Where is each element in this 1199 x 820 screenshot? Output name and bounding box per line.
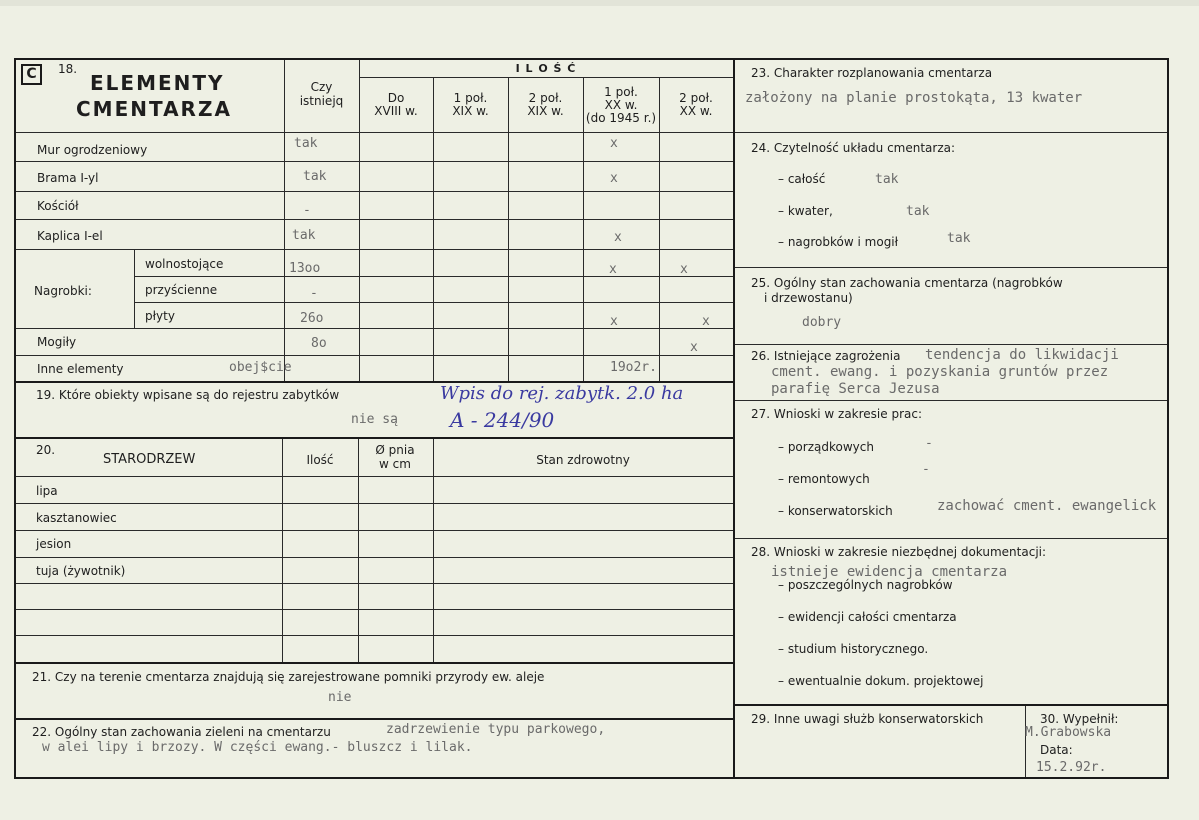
- s18-exists-0: tak: [294, 136, 318, 151]
- s22-label: 22. Ogólny stan zachowania zieleni na cmentarzu: [32, 725, 331, 739]
- s20-row-line-5: [16, 609, 733, 610]
- s18-period-1: [359, 92, 433, 118]
- frame-bottom: [14, 777, 1169, 779]
- s18-exists-8: obej$cie: [229, 360, 292, 375]
- s18-col-exists: [284, 80, 359, 108]
- s20-tree-1: kasztanowiec: [36, 511, 117, 525]
- s23-typed: założony na planie prostokąta, 13 kwater: [745, 90, 1083, 106]
- s24-item-1-typed: tak: [906, 204, 930, 219]
- section-letter: C: [26, 66, 37, 82]
- s19-handwritten-line2: A - 244/90: [450, 408, 555, 432]
- s26-bottom: [735, 400, 1167, 401]
- s21-bottom: [16, 718, 733, 720]
- s20-tree-0: lipa: [36, 484, 58, 498]
- s18-row-label-0: Mur ogrodzeniowy: [37, 143, 148, 157]
- s18-col-ilosc: I L O Ś Ć: [515, 62, 577, 75]
- s21-label: 21. Czy na terenie cmentarza znajdują się zarejestrowane pomniki przyrody ew. aleje: [32, 670, 545, 684]
- s20-tree-3: tuja (żywotnik): [36, 564, 126, 578]
- s18-mark-0-3: x: [610, 136, 618, 151]
- s18-row-label-7: Mogiły: [37, 335, 77, 349]
- s18-row-label-6: płyty: [145, 309, 175, 323]
- s30-date-label: Data:: [1040, 743, 1073, 757]
- s22-typed-line2: w alei lipy i brzozy. W części ewang.- bluszcz i lilak.: [42, 740, 473, 755]
- s18-title-line2: CMENTARZA: [76, 97, 232, 121]
- s18-period-4-a: 1 poł.: [604, 85, 638, 99]
- s30-typed-name: M.Grabowska: [1025, 725, 1112, 740]
- s27-item-2: – konserwatorskich: [778, 504, 893, 518]
- s20-header-bottom: [16, 476, 733, 477]
- s26-typed-line1: tendencja do likwidacji: [925, 347, 1119, 363]
- s18-mark-1-3: x: [610, 171, 618, 186]
- s29-label: 29. Inne uwagi służb konserwatorskich: [751, 712, 984, 726]
- s18-period-1-b: XVIII w.: [374, 104, 418, 118]
- s18-exists-4: 13oo: [289, 261, 321, 276]
- s19-bottom: [16, 437, 733, 439]
- s18-row-line-1: [16, 161, 733, 162]
- frame-left: [14, 58, 16, 779]
- s18-mark-3-3: x: [614, 230, 622, 245]
- s19-label: 19. Które obiekty wpisane są do rejestru zabytków: [36, 388, 340, 402]
- s18-nagrobki-divider: [134, 249, 135, 328]
- s20-col-line-qty: [282, 439, 283, 663]
- s24-item-0: – całość: [778, 172, 826, 186]
- s27-item-1: – remontowych: [778, 472, 870, 486]
- s27-label: 27. Wnioski w zakresie prac:: [751, 407, 923, 421]
- s26-label: 26. Istniejące zagrożenia: [751, 349, 901, 363]
- s20-row-line-1: [16, 503, 733, 504]
- s20-row-line-4: [16, 583, 733, 584]
- s18-row-line-6: [134, 302, 733, 303]
- s18-row-label-5: przyścienne: [145, 283, 218, 297]
- frame-right: [1167, 58, 1169, 779]
- s18-period-4-c: (do 1945 r.): [585, 111, 657, 125]
- s20-col-diam-line1: Ø pnia: [375, 443, 415, 457]
- s18-period-2-a: 1 poł.: [453, 91, 488, 105]
- s18-period-3-b: XIX w.: [527, 104, 564, 118]
- s22-typed-line1: zadrzewienie typu parkowego,: [386, 722, 606, 737]
- card-top-edge: [0, 0, 1199, 6]
- s28-bottom: [735, 704, 1167, 706]
- s20-col-line-diam: [358, 439, 359, 663]
- s18-col-line-p5: [659, 77, 660, 382]
- s24-label: 24. Czytelność układu cmentarza:: [751, 141, 956, 155]
- s18-exists-2: -: [303, 203, 311, 218]
- s18-mark-8-3: 19o2r.: [610, 360, 657, 375]
- s20-number: 20.: [36, 443, 56, 457]
- s28-item-0: – poszczególnych nagrobków: [778, 578, 953, 592]
- s20-col-line-health: [433, 439, 434, 663]
- s18-period-5-b: XX w.: [679, 104, 713, 118]
- s20-col-diam-line2: w cm: [379, 457, 411, 471]
- s18-mark-6-3: x: [610, 314, 618, 329]
- s18-row-line-5: [134, 276, 733, 277]
- s18-period-2-b: XIX w.: [452, 104, 489, 118]
- s24-item-2-typed: tak: [947, 231, 971, 246]
- s18-mark-6-4: x: [702, 314, 710, 329]
- s18-row-line-7: [16, 328, 733, 329]
- s18-exists-3: tak: [292, 228, 316, 243]
- s27-item-0: – porządkowych: [778, 440, 874, 454]
- s20-tree-2: jesion: [36, 537, 72, 551]
- s25-label-line1: 25. Ogólny stan zachowania cmentarza (nagrobków: [751, 276, 1063, 290]
- s18-row-line-2: [16, 191, 733, 192]
- s21-typed: nie: [328, 690, 352, 705]
- s19-typed: nie są: [351, 412, 398, 427]
- s27-item-2-typed: zachować cment. ewangelick: [937, 498, 1157, 514]
- s29-s30-divider: [1025, 706, 1026, 777]
- s18-row-label-2: Kościół: [37, 199, 79, 213]
- s18-exists-6: 26o: [300, 311, 324, 326]
- s28-item-1: – ewidencji całości cmentarza: [778, 610, 957, 624]
- s18-number: 18.: [58, 62, 78, 76]
- s28-label: 28. Wnioski w zakresie niezbędnej dokumentacji:: [751, 545, 1047, 559]
- s18-period-5: [659, 92, 733, 118]
- s18-period-2: [433, 92, 508, 118]
- s28-item-2: – studium historycznego.: [778, 642, 929, 656]
- column-divider: [733, 58, 735, 779]
- s20-row-line-2: [16, 530, 733, 531]
- s18-row-line-3: [16, 219, 733, 220]
- s23-bottom: [735, 132, 1167, 133]
- s20-col-qty: Ilość: [306, 453, 334, 467]
- s18-period-3: [508, 92, 583, 118]
- s18-ilosc-underline: [359, 77, 733, 78]
- s18-row-line-0: [16, 132, 733, 133]
- s28-typed: istnieje ewidencja cmentarza: [771, 564, 1008, 580]
- s27-item-0-typed: -: [925, 436, 933, 451]
- s18-exists-7: 8o: [311, 336, 327, 351]
- s20-bottom: [16, 662, 733, 664]
- s18-period-1-a: Do: [387, 91, 405, 105]
- s25-label-line2: i drzewostanu): [764, 291, 853, 305]
- s27-item-1-typed: -: [922, 462, 930, 477]
- s24-item-0-typed: tak: [875, 172, 899, 187]
- s18-mark-4-4: x: [680, 262, 688, 277]
- s18-col-exists-line1: Czy: [310, 80, 333, 94]
- s28-item-3: – ewentualnie dokum. projektowej: [778, 674, 984, 688]
- s30-typed-date: 15.2.92r.: [1036, 760, 1107, 775]
- s18-title-line1: ELEMENTY: [90, 71, 225, 95]
- s20-row-line-3: [16, 557, 733, 558]
- s18-exists-1: tak: [303, 169, 327, 184]
- s18-col-line-p3: [508, 77, 509, 382]
- s20-col-health: Stan zdrowotny: [536, 453, 630, 467]
- s18-period-3-a: 2 poł.: [528, 91, 563, 105]
- s30-label: 30. Wypełnił:: [1040, 712, 1119, 726]
- s18-row-label-3: Kaplica I-el: [37, 229, 103, 243]
- s20-col-diam: [358, 443, 432, 471]
- s20-title: STARODRZEW: [103, 452, 196, 467]
- s18-exists-5: -: [310, 286, 318, 301]
- s18-mark-4-3: x: [609, 262, 617, 277]
- s18-period-5-a: 2 poł.: [679, 91, 713, 105]
- s18-col-line-exists: [284, 60, 285, 382]
- section-letter-box: [21, 64, 42, 85]
- s18-row-label-1: Brama I-yl: [37, 171, 99, 185]
- s18-nagrobki-label: Nagrobki:: [34, 284, 92, 298]
- s24-item-2: – nagrobków i mogił: [778, 235, 899, 249]
- s24-item-1: – kwater,: [778, 204, 833, 218]
- s18-row-line-8: [16, 355, 733, 356]
- frame-top: [14, 58, 1169, 60]
- s25-typed: dobry: [802, 315, 842, 330]
- s23-label: 23. Charakter rozplanowania cmentarza: [751, 66, 993, 80]
- s26-typed-line2: cment. ewang. i pozyskania gruntów przez: [771, 364, 1109, 380]
- s24-bottom: [735, 267, 1167, 268]
- s18-col-exists-line2: istniejq: [299, 94, 344, 108]
- s18-period-4: [583, 86, 659, 125]
- s18-mark-7-4: x: [690, 340, 698, 355]
- s18-row-label-8: Inne elementy: [37, 362, 124, 376]
- s18-row-label-4: wolnostojące: [145, 257, 224, 271]
- s18-col-line-p2: [433, 77, 434, 382]
- s27-bottom: [735, 538, 1167, 539]
- s18-row-line-4: [16, 249, 733, 250]
- s26-typed-line3: parafię Serca Jezusa: [771, 381, 940, 397]
- s19-handwritten-line1: Wpis do rej. zabytk. 2.0 ha: [440, 383, 684, 404]
- s18-period-4-b: XX w.: [604, 98, 638, 112]
- s20-row-line-6: [16, 635, 733, 636]
- s25-bottom: [735, 344, 1167, 345]
